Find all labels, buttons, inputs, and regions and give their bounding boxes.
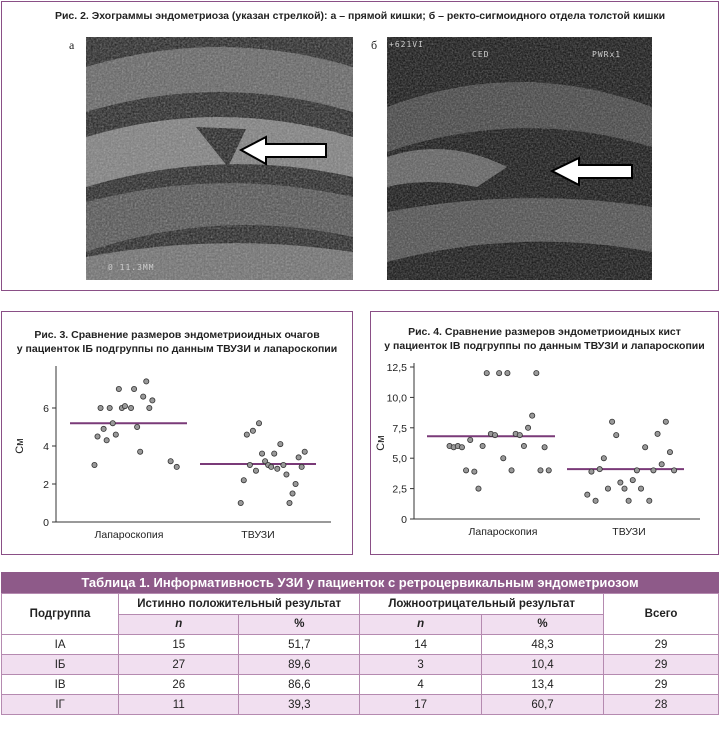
- x-category-label: Лапароскопия: [94, 529, 164, 541]
- scatter-point: [174, 464, 179, 469]
- scatter-point: [92, 462, 97, 467]
- scatter-point: [107, 405, 112, 410]
- scatter-point: [147, 405, 152, 410]
- scatter-point: [497, 370, 502, 375]
- scatter-point: [667, 450, 672, 455]
- cell-fn-pct: 60,7: [481, 695, 603, 715]
- figure4-caption-line1: Рис. 4. Сравнение размеров эндометриоидных кист: [408, 326, 681, 338]
- scatter-point: [643, 445, 648, 450]
- scatter-point: [521, 443, 526, 448]
- scatter-point: [250, 428, 255, 433]
- y-tick-label: 6: [43, 403, 49, 415]
- cell-total: 28: [604, 695, 719, 715]
- scatter-point: [630, 477, 635, 482]
- scatter-point: [517, 432, 522, 437]
- scatter-point: [659, 462, 664, 467]
- scatter-point: [614, 432, 619, 437]
- scatter-point: [104, 438, 109, 443]
- scatter-point: [589, 469, 594, 474]
- scatter-point: [525, 425, 530, 430]
- scatter-point: [546, 468, 551, 473]
- scatter-point: [597, 467, 602, 472]
- cell-tp-n: 15: [119, 635, 239, 655]
- scatter-point: [128, 405, 133, 410]
- scatter-point: [150, 398, 155, 403]
- scatter-point: [476, 486, 481, 491]
- scatter-point: [480, 443, 485, 448]
- figure2-panel-a-letter: а: [69, 38, 75, 52]
- scatter-point: [98, 405, 103, 410]
- cell-fn-pct: 48,3: [481, 635, 603, 655]
- scatter-point: [269, 464, 274, 469]
- scatter-point: [244, 432, 249, 437]
- scatter-point: [293, 481, 298, 486]
- scatter-point: [113, 432, 118, 437]
- scatter-point: [530, 413, 535, 418]
- figure2-panel-b-letter: б: [371, 38, 378, 52]
- scatter-point: [605, 486, 610, 491]
- scatter-point: [122, 404, 127, 409]
- y-tick-label: 2: [43, 479, 49, 491]
- cell-tp-pct: 39,3: [239, 695, 360, 715]
- scatter-point: [110, 421, 115, 426]
- cell-group: IГ: [2, 695, 119, 715]
- col-header-true-positive: Истинно положительный результат: [119, 594, 360, 615]
- subheader-n: n: [360, 614, 482, 635]
- table-row: [2, 695, 719, 715]
- y-tick-label: 12,5: [386, 362, 407, 374]
- cell-group: IБ: [2, 655, 119, 675]
- table-row: [2, 655, 719, 675]
- y-axis-label: См: [14, 438, 26, 454]
- ultrasound-image-rectum: [86, 37, 353, 280]
- scatter-point: [468, 437, 473, 442]
- scatter-point: [601, 456, 606, 461]
- scatter-point: [638, 486, 643, 491]
- scatter-point: [144, 379, 149, 384]
- cell-fn-pct: 13,4: [481, 675, 603, 695]
- x-category-label: ТВУЗИ: [612, 526, 646, 538]
- table1-caption: Таблица 1. Информативность УЗИ у пациенток с ретроцервикальным эндометриозом: [1, 572, 719, 594]
- x-category-label: ТВУЗИ: [241, 529, 275, 541]
- ultrasound-b-top-text: +621VI: [389, 40, 424, 49]
- cell-fn-n: 14: [360, 635, 482, 655]
- subheader-pct: %: [239, 614, 360, 635]
- figure4-chart: [370, 355, 719, 550]
- ultrasound-a-scale-text: 0 11.3MM: [108, 263, 155, 272]
- scatter-point: [651, 468, 656, 473]
- scatter-point: [634, 468, 639, 473]
- y-tick-label: 4: [43, 441, 49, 453]
- y-tick-label: 10,0: [386, 392, 407, 405]
- scatter-point: [256, 421, 261, 426]
- scatter-point: [131, 386, 136, 391]
- scatter-point: [284, 472, 289, 477]
- col-header-total: Всего: [604, 594, 719, 635]
- cell-tp-pct: 86,6: [239, 675, 360, 695]
- scatter-point: [281, 462, 286, 467]
- cell-total: 29: [604, 675, 719, 695]
- scatter-point: [272, 451, 277, 456]
- cell-fn-pct: 10,4: [481, 655, 603, 675]
- scatter-point: [501, 456, 506, 461]
- scatter-point: [241, 478, 246, 483]
- scatter-point: [290, 491, 295, 496]
- scatter-point: [626, 498, 631, 503]
- ultrasound-b-right-text: PWRx1: [592, 50, 622, 59]
- scatter-point: [253, 468, 258, 473]
- scatter-point: [663, 419, 668, 424]
- cell-fn-n: 4: [360, 675, 482, 695]
- table-row: [2, 635, 719, 655]
- ultrasound-b-left-text: CED: [472, 50, 490, 59]
- scatter-point: [278, 442, 283, 447]
- scatter-point: [302, 449, 307, 454]
- y-tick-label: 5,0: [392, 453, 407, 466]
- scatter-point: [647, 498, 652, 503]
- scatter-point: [296, 455, 301, 460]
- scatter-point: [585, 492, 590, 497]
- scatter-point: [542, 445, 547, 450]
- col-header-false-negative: Ложноотрицательный результат: [360, 594, 604, 615]
- scatter-point: [116, 386, 121, 391]
- scatter-point: [141, 394, 146, 399]
- scatter-point: [168, 459, 173, 464]
- scatter-point: [622, 486, 627, 491]
- cell-tp-n: 26: [119, 675, 239, 695]
- scatter-point: [287, 500, 292, 505]
- figure3-caption-line2: у пациенток IБ подгруппы по данным ТВУЗИ и лапароскопии: [16, 343, 338, 355]
- subheader-n: n: [119, 614, 239, 635]
- table1: [1, 593, 719, 715]
- cell-tp-pct: 51,7: [239, 635, 360, 655]
- scatter-point: [259, 451, 264, 456]
- scatter-point: [101, 426, 106, 431]
- y-tick-label: 2,5: [392, 483, 407, 496]
- cell-fn-n: 3: [360, 655, 482, 675]
- scatter-point: [671, 468, 676, 473]
- figure2-caption: Рис. 2. Эхограммы эндометриоза (указан стрелкой): а – прямой кишки; б – ректо-сигмоидного отдела толстой кишки: [54, 10, 666, 22]
- y-axis-label: См: [375, 435, 387, 451]
- scatter-point: [299, 464, 304, 469]
- scatter-point: [459, 445, 464, 450]
- figure4-caption-line2: у пациенток IВ подгруппы по данным ТВУЗИ и лапароскопии: [384, 340, 705, 352]
- scatter-point: [484, 370, 489, 375]
- subheader-pct: %: [481, 614, 603, 635]
- y-tick-label: 0: [401, 514, 407, 526]
- y-tick-label: 0: [43, 517, 49, 529]
- figure3-chart: [1, 360, 353, 550]
- ultrasound-image-rectosigmoid: [387, 37, 652, 280]
- scatter-point: [135, 424, 140, 429]
- scatter-point: [655, 431, 660, 436]
- scatter-point: [610, 419, 615, 424]
- col-header-subgroup: Подгруппа: [2, 594, 119, 635]
- scatter-point: [538, 468, 543, 473]
- y-tick-label: 7,5: [392, 422, 407, 435]
- scatter-point: [247, 462, 252, 467]
- cell-tp-pct: 89,6: [239, 655, 360, 675]
- cell-group: IВ: [2, 675, 119, 695]
- cell-total: 29: [604, 635, 719, 655]
- scatter-point: [505, 370, 510, 375]
- scatter-point: [472, 469, 477, 474]
- cell-tp-n: 27: [119, 655, 239, 675]
- scatter-point: [463, 468, 468, 473]
- cell-tp-n: 11: [119, 695, 239, 715]
- x-category-label: Лапароскопия: [468, 526, 538, 538]
- scatter-point: [534, 370, 539, 375]
- scatter-point: [509, 468, 514, 473]
- scatter-point: [138, 449, 143, 454]
- scatter-point: [492, 432, 497, 437]
- scatter-point: [618, 480, 623, 485]
- scatter-point: [593, 498, 598, 503]
- cell-total: 29: [604, 655, 719, 675]
- scatter-point: [95, 434, 100, 439]
- table-row: [2, 675, 719, 695]
- cell-fn-n: 17: [360, 695, 482, 715]
- figure3-caption-line1: Рис. 3. Сравнение размеров эндометриоидных очагов: [34, 329, 320, 341]
- cell-group: IA: [2, 635, 119, 655]
- scatter-point: [275, 466, 280, 471]
- scatter-point: [238, 500, 243, 505]
